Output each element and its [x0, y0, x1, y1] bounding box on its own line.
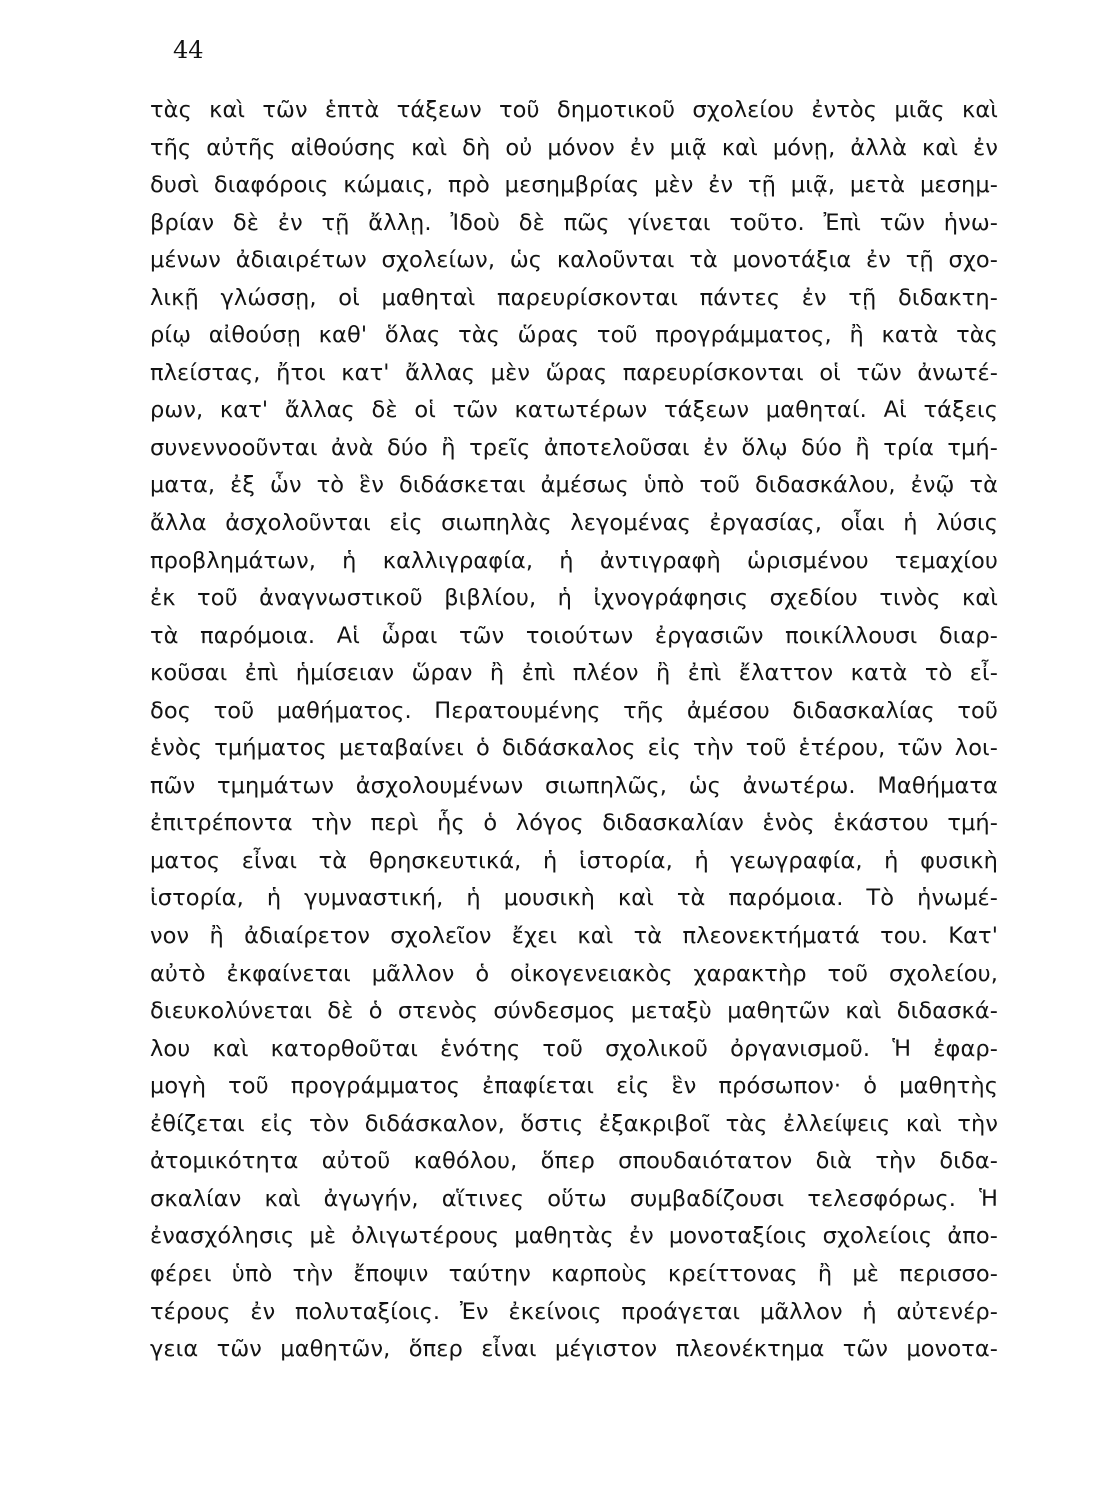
text-line: τὰς καὶ τῶν ἑπτὰ τάξεων τοῦ δημοτικοῦ σχολείου ἐντὸς μιᾶς καὶ	[150, 97, 998, 123]
text-line: γεια τῶν μαθητῶν, ὅπερ εἶναι μέγιστον πλεονέκτημα τῶν μονοτα-	[150, 1336, 998, 1363]
text-line: συνεννοοῦνται ἀνὰ δύο ἢ τρεῖς ἀποτελοῦσαι ἐν ὅλῳ δύο ἢ τρία τμή-	[150, 434, 998, 461]
page-number: 44	[173, 36, 204, 64]
text-line: σκαλίαν καὶ ἀγωγήν, αἵτινες οὕτω συμβαδίζουσι τελεσφόρως. Ἡ	[150, 1185, 998, 1212]
text-line: ρων, κατ' ἄλλας δὲ οἱ τῶν κατωτέρων τάξεων μαθηταί. Αἱ τάξεις	[150, 397, 998, 424]
text-line: νον ἢ ἀδιαίρετον σχολεῖον ἔχει καὶ τὰ πλεονεκτήματά του. Κατ'	[150, 923, 998, 950]
text-line: αὐτὸ ἐκφαίνεται μᾶλλον ὁ οἰκογενειακὸς χαρακτὴρ τοῦ σχολείου,	[150, 960, 998, 987]
text-line: ἱστορία, ἡ γυμναστική, ἡ μουσικὴ καὶ τὰ παρόμοια. Τὸ ἡνωμέ-	[150, 885, 998, 912]
text-line: μογὴ τοῦ προγράμματος ἐπαφίεται εἰς ἓν πρόσωπον· ὁ μαθητὴς	[150, 1073, 998, 1100]
text-line: προβλημάτων, ἡ καλλιγραφία, ἡ ἀντιγραφὴ ὡρισμένου τεμαχίου	[150, 547, 998, 574]
text-line: ἐπιτρέποντα τὴν περὶ ἧς ὁ λόγος διδασκαλίαν ἑνὸς ἑκάστου τμή-	[150, 810, 998, 837]
text-line: τέρους ἐν πολυταξίοις. Ἐν ἐκείνοις προάγεται μᾶλλον ἡ αὐτενέρ-	[150, 1298, 998, 1325]
text-line: βρίαν δὲ ἐν τῇ ἄλλῃ. Ἰδοὺ δὲ πῶς γίνεται τοῦτο. Ἐπὶ τῶν ἡνω-	[150, 209, 998, 236]
text-line: ἑνὸς τμήματος μεταβαίνει ὁ διδάσκαλος εἰς τὴν τοῦ ἑτέρου, τῶν λοι-	[150, 735, 998, 762]
text-line: λικῇ γλώσσῃ, οἱ μαθηταὶ παρευρίσκονται πάντες ἐν τῇ διδακτη-	[150, 284, 998, 311]
text-line: λου καὶ κατορθοῦται ἑνότης τοῦ σχολικοῦ ὀργανισμοῦ. Ἡ ἐφαρ-	[150, 1035, 998, 1062]
text-line: τῆς αὐτῆς αἰθούσης καὶ δὴ οὐ μόνον ἐν μιᾷ καὶ μόνῃ, ἀλλὰ καὶ ἐν	[150, 134, 998, 161]
text-line: διευκολύνεται δὲ ὁ στενὸς σύνδεσμος μεταξὺ μαθητῶν καὶ διδασκά-	[150, 998, 998, 1025]
text-line: πῶν τμημάτων ἀσχολουμένων σιωπηλῶς, ὡς ἀνωτέρω. Μαθήματα	[150, 772, 998, 799]
text-line: ἐκ τοῦ ἀναγνωστικοῦ βιβλίου, ἡ ἰχνογράφησις σχεδίου τινὸς καὶ	[150, 585, 998, 612]
text-line: δυσὶ διαφόροις κώμαις, πρὸ μεσημβρίας μὲν ἐν τῇ μιᾷ, μετὰ μεσημ-	[150, 172, 998, 199]
text-line: φέρει ὑπὸ τὴν ἔποψιν ταύτην καρποὺς κρείττονας ἢ μὲ περισσο-	[150, 1260, 998, 1287]
body-paragraph	[150, 92, 998, 1369]
text-line: ἀτομικότητα αὐτοῦ καθόλου, ὅπερ σπουδαιότατον διὰ τὴν διδα-	[150, 1148, 998, 1175]
text-line: ρίῳ αἰθούσῃ καθ' ὅλας τὰς ὥρας τοῦ προγράμματος, ἢ κατὰ τὰς	[150, 322, 998, 349]
text-line: μένων ἀδιαιρέτων σχολείων, ὡς καλοῦνται τὰ μονοτάξια ἐν τῇ σχο-	[150, 247, 998, 274]
text-line: τὰ παρόμοια. Αἱ ὧραι τῶν τοιούτων ἐργασιῶν ποικίλλουσι διαρ-	[150, 622, 998, 649]
text-line: κοῦσαι ἐπὶ ἡμίσειαν ὥραν ἢ ἐπὶ πλέον ἢ ἐπὶ ἔλαττον κατὰ τὸ εἶ-	[150, 660, 998, 687]
text-line: δος τοῦ μαθήματος. Περατουμένης τῆς ἀμέσου διδασκαλίας τοῦ	[150, 697, 998, 724]
text-line: πλείστας, ἤτοι κατ' ἄλλας μὲν ὥρας παρευρίσκονται οἱ τῶν ἀνωτέ-	[150, 359, 998, 386]
text-line: ἄλλα ἀσχολοῦνται εἰς σιωπηλὰς λεγομένας ἐργασίας, οἷαι ἡ λύσις	[150, 510, 998, 537]
text-line: ἐθίζεται εἰς τὸν διδάσκαλον, ὅστις ἐξακριβοῖ τὰς ἐλλείψεις καὶ τὴν	[150, 1110, 998, 1137]
text-line: ἐνασχόλησις μὲ ὀλιγωτέρους μαθητὰς ἐν μονοταξίοις σχολείοις ἀπο-	[150, 1223, 998, 1250]
text-line: ματος εἶναι τὰ θρησκευτικά, ἡ ἱστορία, ἡ γεωγραφία, ἡ φυσικὴ	[150, 847, 998, 874]
text-line: ματα, ἐξ ὧν τὸ ἓν διδάσκεται ἀμέσως ὑπὸ τοῦ διδασκάλου, ἐνῷ τὰ	[150, 472, 998, 499]
